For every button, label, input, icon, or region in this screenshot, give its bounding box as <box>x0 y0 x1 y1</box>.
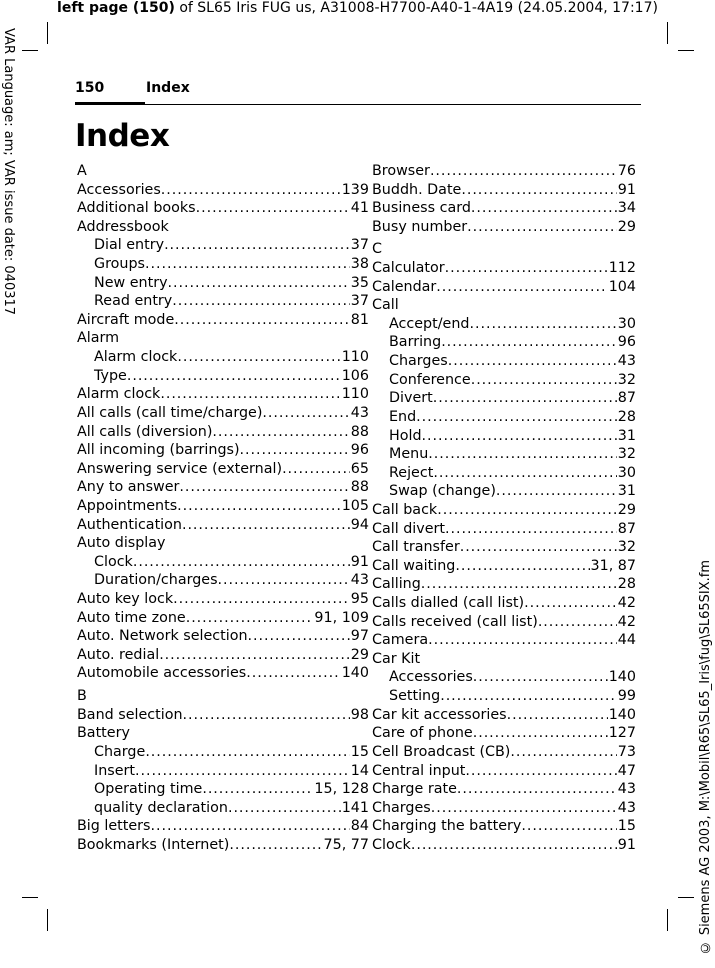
right-margin-note: © Siemens AG 2003, M:\Mobil\R65\SL65_Iris\fug\SL65SIX.fm <box>698 560 713 955</box>
index-entry <box>77 478 369 497</box>
index-page-ref: 87 <box>617 390 636 407</box>
index-page-ref: 31 <box>617 483 636 500</box>
index-entry <box>77 404 369 423</box>
index-entry <box>372 724 636 743</box>
index-term: B <box>77 688 87 705</box>
index-term: Aircraft mode <box>77 311 175 328</box>
dot-leader <box>172 292 350 311</box>
index-entry <box>372 706 636 725</box>
index-term: Calls dialled (call list) <box>372 595 525 612</box>
index-page-ref: 91 <box>350 553 369 570</box>
index-page-ref: 29 <box>617 218 636 235</box>
dot-leader <box>240 441 350 460</box>
index-subentry <box>77 292 369 311</box>
page-title: Index <box>75 118 170 154</box>
index-entry <box>372 259 636 278</box>
index-page-ref: 127 <box>608 725 636 742</box>
dot-leader <box>445 520 617 539</box>
dot-leader <box>469 315 616 334</box>
index-term: Call transfer <box>372 539 460 556</box>
dot-leader <box>496 482 617 501</box>
index-entry <box>77 385 369 404</box>
index-page-ref: 31, 87 <box>590 557 636 574</box>
index-term: Clock <box>372 836 411 853</box>
dot-leader <box>229 836 322 855</box>
dot-leader <box>457 780 617 799</box>
dot-leader <box>436 278 607 297</box>
index-subentry <box>372 482 636 501</box>
dot-leader <box>421 575 617 594</box>
index-term: Alarm clock <box>94 349 178 366</box>
index-page-ref: 43 <box>617 353 636 370</box>
index-heading <box>77 218 369 237</box>
index-subentry <box>77 236 369 255</box>
index-page-ref: 44 <box>617 632 636 649</box>
index-entry <box>77 590 369 609</box>
index-entry <box>77 497 369 516</box>
index-entry <box>372 594 636 613</box>
index-subentry <box>77 799 369 818</box>
print-header-bold: left page (150) <box>57 0 175 16</box>
index-page-ref: 32 <box>617 446 636 463</box>
index-term: Car Kit <box>372 650 421 667</box>
index-term: Divert <box>389 390 433 407</box>
index-page-ref: 47 <box>617 762 636 779</box>
index-entry <box>372 817 636 836</box>
dot-leader <box>159 646 350 665</box>
index-term: Additional books <box>77 200 196 217</box>
index-term: Calculator <box>372 260 445 277</box>
index-term: C <box>372 241 382 258</box>
index-term: Calling <box>372 576 421 593</box>
dot-leader <box>510 743 616 762</box>
dot-leader <box>430 162 617 181</box>
index-term: Auto time zone <box>77 609 186 626</box>
index-term: Duration/charges <box>94 572 218 589</box>
index-entry <box>372 799 636 818</box>
index-entry <box>372 575 636 594</box>
index-page-ref: 41 <box>350 200 369 217</box>
dot-leader <box>183 706 350 725</box>
index-page-ref: 73 <box>617 743 636 760</box>
index-page-ref: 140 <box>341 665 369 682</box>
index-term: Auto key lock <box>77 591 174 608</box>
index-entry <box>372 631 636 650</box>
index-term: Addressbook <box>77 218 169 235</box>
index-page-ref: 81 <box>350 311 369 328</box>
dot-leader <box>473 668 608 687</box>
index-entry <box>77 609 369 628</box>
index-term: Any to answer <box>77 479 180 496</box>
dot-leader <box>440 687 617 706</box>
index-term: Read entry <box>94 293 173 310</box>
index-page-ref: 37 <box>350 293 369 310</box>
index-term: New entry <box>94 274 168 291</box>
dot-leader <box>177 497 341 516</box>
index-heading <box>77 329 369 348</box>
dot-leader <box>196 199 350 218</box>
dot-leader <box>174 311 350 330</box>
index-term: Business card <box>372 200 471 217</box>
index-page-ref: 38 <box>350 256 369 273</box>
index-term: Appointments <box>77 497 178 514</box>
dot-leader <box>460 538 617 557</box>
index-subentry <box>372 427 636 446</box>
index-page-ref: 43 <box>617 799 636 816</box>
index-entry <box>77 817 369 836</box>
index-subentry <box>372 352 636 371</box>
dot-leader <box>151 817 350 836</box>
index-subentry <box>372 445 636 464</box>
index-term: Buddh. Date <box>372 181 462 198</box>
index-term: Bookmarks (Internet) <box>77 836 230 853</box>
dot-leader <box>212 423 349 442</box>
index-page-ref: 29 <box>350 646 369 663</box>
index-page-ref: 140 <box>608 706 636 723</box>
dot-leader <box>182 516 350 535</box>
crop-mark <box>667 22 668 44</box>
index-term: Alarm clock <box>77 386 161 403</box>
index-entry <box>372 762 636 781</box>
print-header-rest: of SL65 Iris FUG us, A31008-H7700-A40-1-4A19 (24.05.2004, 17:17) <box>174 0 658 16</box>
index-term: Care of phone <box>372 725 473 742</box>
dot-leader <box>465 762 616 781</box>
index-page-ref: 31 <box>617 427 636 444</box>
dot-leader <box>168 274 350 293</box>
index-page-ref: 75, 77 <box>323 836 369 853</box>
index-page-ref: 84 <box>350 818 369 835</box>
dot-leader <box>431 799 617 818</box>
index-term: Charges <box>372 799 431 816</box>
index-entry <box>77 516 369 535</box>
index-column-left <box>77 162 369 855</box>
index-page-ref: 76 <box>617 163 636 179</box>
crop-mark <box>47 22 48 44</box>
index-subentry <box>77 762 369 781</box>
index-term: End <box>389 408 417 425</box>
index-term: Conference <box>389 371 471 388</box>
dot-leader <box>448 352 617 371</box>
index-heading <box>372 650 636 669</box>
index-page-ref: 42 <box>617 613 636 630</box>
index-page-ref: 95 <box>350 591 369 608</box>
index-subentry <box>372 687 636 706</box>
index-entry <box>372 538 636 557</box>
dot-leader <box>467 218 617 237</box>
index-term: Charge <box>94 743 146 760</box>
index-term: All incoming (barrings) <box>77 442 240 459</box>
index-entry <box>372 836 636 855</box>
index-entry <box>372 613 636 632</box>
index-page-ref: 88 <box>350 423 369 440</box>
index-term: Call <box>372 297 399 314</box>
dot-leader <box>177 348 340 367</box>
index-page-ref: 28 <box>617 576 636 593</box>
index-entry <box>77 646 369 665</box>
crop-mark <box>22 897 38 898</box>
index-term: Camera <box>372 632 429 649</box>
index-subentry <box>77 348 369 367</box>
dot-leader <box>441 333 617 352</box>
index-page-ref: 29 <box>617 501 636 518</box>
dot-leader <box>433 464 616 483</box>
index-page-ref: 32 <box>617 539 636 556</box>
index-entry <box>77 311 369 330</box>
index-subentry <box>77 274 369 293</box>
dot-leader <box>282 460 350 479</box>
index-term: Big letters <box>77 818 151 835</box>
dot-leader <box>471 371 617 390</box>
index-subentry <box>77 255 369 274</box>
index-term: Reject <box>389 464 434 481</box>
index-term: Accept/end <box>389 315 470 332</box>
crop-mark <box>47 909 48 931</box>
index-page-ref: 42 <box>617 595 636 612</box>
index-page-ref: 28 <box>617 408 636 425</box>
index-entry <box>77 460 369 479</box>
index-subentry <box>372 408 636 427</box>
index-term: Central input <box>372 762 466 779</box>
index-entry <box>77 706 369 725</box>
crop-mark <box>678 50 694 51</box>
index-entry <box>77 627 369 646</box>
index-heading <box>372 296 636 315</box>
index-page-ref: 30 <box>617 315 636 332</box>
section-letter <box>77 687 369 706</box>
dot-leader <box>428 445 617 464</box>
index-page-ref: 32 <box>617 371 636 388</box>
dot-leader <box>524 594 617 613</box>
index-page-ref: 110 <box>341 349 369 366</box>
index-entry <box>77 423 369 442</box>
index-term: Groups <box>94 256 145 273</box>
index-page-ref: 112 <box>608 260 636 277</box>
index-page-ref: 43 <box>350 572 369 589</box>
index-term: Automobile accessories <box>77 665 247 682</box>
index-page-ref: 106 <box>341 367 369 384</box>
section-letter <box>372 240 636 259</box>
index-page-ref: 65 <box>350 460 369 477</box>
index-page-ref: 30 <box>617 464 636 481</box>
index-subentry <box>372 464 636 483</box>
section-letter <box>77 162 369 181</box>
dot-leader <box>507 706 608 725</box>
dot-leader <box>135 762 350 781</box>
header-rule <box>145 104 641 105</box>
dot-leader <box>246 664 340 683</box>
index-page-ref: 15, 128 <box>314 781 369 798</box>
header-rule-thick <box>75 102 145 105</box>
dot-leader <box>433 389 617 408</box>
print-header-line <box>0 0 715 17</box>
crop-mark <box>22 50 38 51</box>
index-page-ref: 87 <box>617 520 636 537</box>
index-entry <box>372 199 636 218</box>
index-term: quality declaration <box>94 799 228 816</box>
dot-leader <box>416 408 617 427</box>
index-term: Dial entry <box>94 237 165 254</box>
index-term: Band selection <box>77 706 183 723</box>
index-term: Cell Broadcast (CB) <box>372 743 511 760</box>
dot-leader <box>455 557 589 576</box>
index-page-ref: 104 <box>608 278 636 295</box>
index-term: Call divert <box>372 520 446 537</box>
index-subentry <box>372 371 636 390</box>
index-entry <box>77 199 369 218</box>
index-term: Calls received (call list) <box>372 613 538 630</box>
index-heading <box>77 534 369 553</box>
index-term: Menu <box>389 446 429 463</box>
index-page-ref: 35 <box>350 274 369 291</box>
index-page-ref: 105 <box>341 497 369 514</box>
index-entry <box>372 218 636 237</box>
index-term: Accessories <box>77 181 161 198</box>
index-entry <box>372 162 636 181</box>
index-column-right <box>372 162 636 855</box>
crop-mark <box>678 897 694 898</box>
index-entry <box>372 743 636 762</box>
dot-leader <box>437 501 617 520</box>
dot-leader <box>473 724 608 743</box>
index-term: Charges <box>389 353 448 370</box>
index-term: Type <box>94 367 127 384</box>
running-title: Index <box>146 80 190 96</box>
index-page-ref: 110 <box>341 386 369 403</box>
dot-leader <box>262 404 349 423</box>
index-subentry <box>372 389 636 408</box>
index-page-ref: 140 <box>608 669 636 686</box>
index-subentry <box>372 315 636 334</box>
index-term: Charging the battery <box>372 818 522 835</box>
index-page-ref: 14 <box>350 762 369 779</box>
index-entry <box>372 520 636 539</box>
dot-leader <box>422 427 617 446</box>
page-number: 150 <box>75 80 105 96</box>
left-margin-note: VAR Language: am; VAR issue date: 040317 <box>1 28 16 316</box>
index-term: All calls (diversion) <box>77 423 213 440</box>
index-page-ref: 94 <box>350 516 369 533</box>
index-page-ref: 141 <box>341 799 369 816</box>
index-term: Insert <box>94 762 136 779</box>
dot-leader <box>248 627 350 646</box>
index-entry <box>77 664 369 683</box>
dot-leader <box>164 236 350 255</box>
dot-leader <box>538 613 617 632</box>
index-term: Auto display <box>77 535 166 552</box>
dot-leader <box>179 478 349 497</box>
index-page-ref: 91 <box>617 836 636 853</box>
index-subentry <box>77 553 369 572</box>
index-entry <box>77 441 369 460</box>
index-term: Battery <box>77 725 130 742</box>
index-term: Car kit accessories <box>372 706 507 723</box>
index-page-ref: 43 <box>350 404 369 421</box>
dot-leader <box>471 199 617 218</box>
index-page-ref: 43 <box>617 781 636 798</box>
index-page-ref: 97 <box>350 628 369 645</box>
index-page-ref: 96 <box>617 334 636 351</box>
index-entry <box>77 181 369 200</box>
index-subentry <box>77 367 369 386</box>
index-entry <box>372 181 636 200</box>
index-heading <box>77 724 369 743</box>
index-term: Charge rate <box>372 781 457 798</box>
dot-leader <box>461 181 616 200</box>
dot-leader <box>127 367 341 386</box>
index-term: A <box>77 163 87 179</box>
index-term: Busy number <box>372 218 468 235</box>
dot-leader <box>173 590 350 609</box>
index-term: Accessories <box>389 669 473 686</box>
index-term: Call waiting <box>372 557 456 574</box>
dot-leader <box>133 553 350 572</box>
index-page-ref: 139 <box>341 181 369 198</box>
index-page-ref: 88 <box>350 479 369 496</box>
index-term: Browser <box>372 163 430 179</box>
index-entry <box>372 557 636 576</box>
dot-leader <box>160 385 340 404</box>
index-subentry <box>77 780 369 799</box>
index-page-ref: 91 <box>617 181 636 198</box>
index-subentry <box>372 668 636 687</box>
index-page-ref: 34 <box>617 200 636 217</box>
index-page-ref: 98 <box>350 706 369 723</box>
index-entry <box>77 836 369 855</box>
index-term: Auto. Network selection <box>77 628 248 645</box>
index-entry <box>372 278 636 297</box>
index-term: All calls (call time/charge) <box>77 404 263 421</box>
index-page-ref: 99 <box>617 688 636 705</box>
index-entry <box>372 501 636 520</box>
crop-mark <box>667 909 668 931</box>
dot-leader <box>228 799 341 818</box>
index-entry <box>372 780 636 799</box>
dot-leader <box>445 259 608 278</box>
dot-leader <box>145 743 349 762</box>
index-term: Answering service (external) <box>77 460 283 477</box>
dot-leader <box>145 255 350 274</box>
index-term: Authentication <box>77 516 182 533</box>
dot-leader <box>428 631 617 650</box>
index-term: Alarm <box>77 330 120 347</box>
index-page-ref: 15 <box>350 743 369 760</box>
index-term: Setting <box>389 688 441 705</box>
index-term: Operating time <box>94 781 203 798</box>
dot-leader <box>218 571 350 590</box>
index-term: Swap (change) <box>389 483 496 500</box>
index-page-ref: 91, 109 <box>314 609 369 626</box>
dot-leader <box>202 780 313 799</box>
dot-leader <box>186 609 314 628</box>
dot-leader <box>521 817 616 836</box>
index-term: Barring <box>389 334 442 351</box>
index-term: Call back <box>372 501 438 518</box>
index-term: Clock <box>94 553 133 570</box>
index-page-ref: 15 <box>617 818 636 835</box>
index-page-ref: 96 <box>350 442 369 459</box>
index-term: Calendar <box>372 278 437 295</box>
dot-leader <box>411 836 617 855</box>
index-subentry <box>372 333 636 352</box>
index-term: Auto. redial <box>77 646 160 663</box>
dot-leader <box>161 181 341 200</box>
index-term: Hold <box>389 427 422 444</box>
index-subentry <box>77 743 369 762</box>
index-page-ref: 37 <box>350 237 369 254</box>
index-subentry <box>77 571 369 590</box>
